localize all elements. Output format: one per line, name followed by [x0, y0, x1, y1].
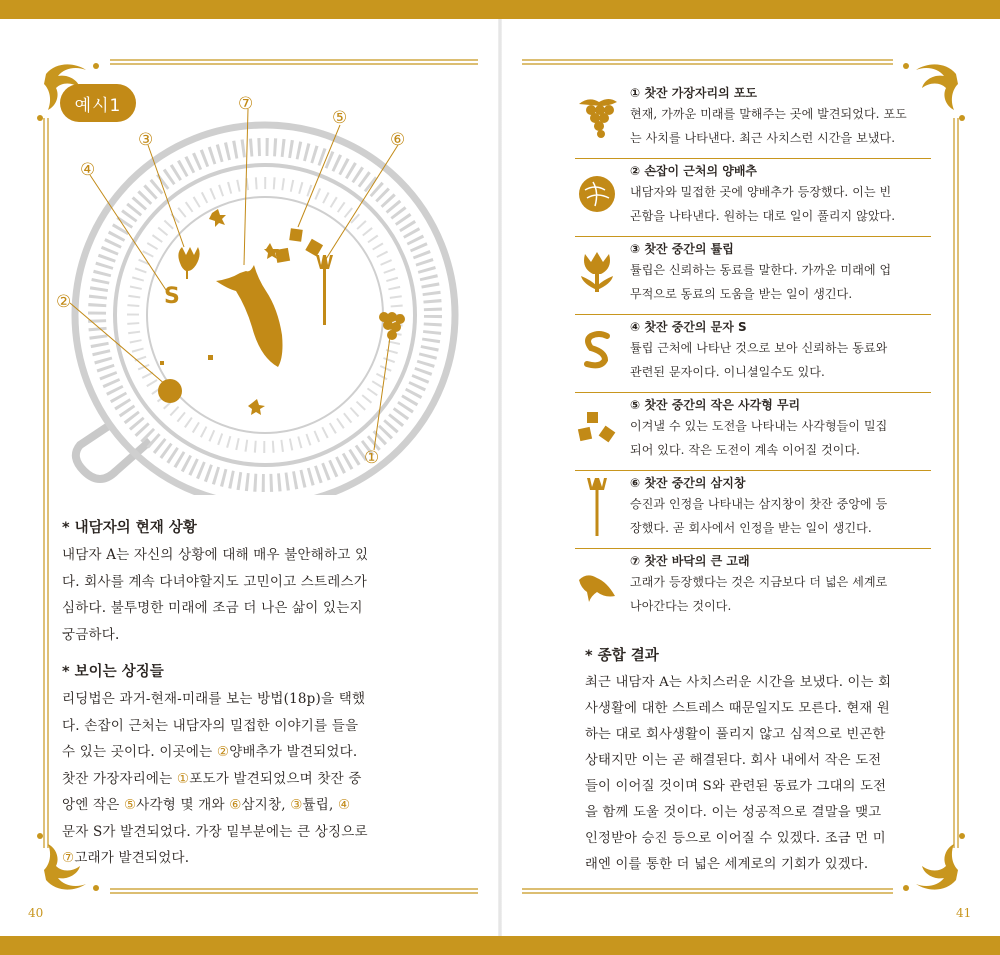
symbols-line [62, 739, 412, 766]
symbol-item-tulip [575, 238, 931, 315]
symbols-seen-body [62, 686, 412, 872]
tulip-icon [575, 250, 619, 294]
symbols-line [62, 766, 412, 793]
circled-number: ⑥ [229, 797, 242, 813]
cabbage-icon [575, 172, 619, 216]
symbol-title: ⑦ 찻잔 바닥의 큰 고래 [630, 554, 750, 568]
marker-2: ② [56, 292, 72, 312]
text-run: 삼지창, [241, 797, 291, 813]
page-number-right: 41 [956, 906, 972, 920]
symbol-desc [630, 336, 932, 384]
teacup-illustration [40, 95, 460, 495]
symbol-desc [630, 180, 932, 228]
symbols-line: 다. 손잡이 근처는 내담자의 밀접한 이야기를 들을 [62, 717, 359, 734]
situation-heading: * 내담자의 현재 상황 [62, 520, 197, 536]
marker-3: ③ [138, 130, 154, 150]
summary-line: 최근 내담자 A는 사치스러운 시간을 보냈다. 이는 회 [585, 675, 892, 690]
summary-line: 하는 대로 회사생활이 풀리지 않고 심적으로 빈곤한 [585, 727, 886, 742]
marker-7: ⑦ [238, 95, 254, 114]
desc-line: 고래가 등장했다는 것은 지금보다 더 넓은 세계로 [630, 575, 888, 589]
whale-icon [575, 562, 619, 606]
situation-line: 내담자 A는 자신의 상황에 대해 매우 불안해하고 있 [62, 547, 369, 563]
symbol-title: ③ 찻잔 중간의 튤립 [630, 242, 734, 256]
summary-line: 래엔 이를 통한 더 넓은 세계로의 기회가 있겠다. [585, 857, 869, 872]
desc-line: 현재, 가까운 미래를 말해주는 곳에 발견되었다. 포도 [630, 107, 907, 121]
desc-line: 무적으로 동료의 도움을 받는 일이 생긴다. [630, 287, 853, 301]
circled-number: ④ [338, 797, 351, 813]
desc-line: 곤함을 나타낸다. 원하는 대로 일이 풀리지 않았다. [630, 209, 896, 223]
text-run: 양배추가 발견되었다. [229, 744, 358, 760]
summary-section [585, 646, 933, 878]
symbol-title: ① 찻잔 가장자리의 포도 [630, 86, 758, 100]
symbol-title: ② 손잡이 근처의 양배추 [630, 164, 758, 178]
text-run: 사각형 몇 개와 [136, 797, 230, 813]
summary-line: 들이 이어질 것이며 S와 관련된 동료가 그대의 도전 [585, 779, 887, 794]
symbol-desc [630, 414, 932, 462]
page-number-left: 40 [28, 906, 44, 920]
desc-line: 이겨낼 수 있는 도전을 나타내는 사각형들이 밀집 [630, 419, 888, 433]
symbols-line [62, 792, 412, 819]
symbol-desc [630, 492, 932, 540]
symbols-line: 문자 S가 발견되었다. 가장 밑부분에는 큰 상징으로 [62, 823, 368, 840]
symbol-item-trident [575, 472, 931, 549]
circled-number: ⑦ [62, 850, 75, 866]
desc-line: 나아간다는 것이다. [630, 599, 732, 613]
grapes-icon [575, 94, 619, 138]
desc-line: 승진과 인정을 나타내는 삼지창이 찻잔 중앙에 등 [630, 497, 888, 511]
summary-line: 상태지만 이는 곧 해결된다. 회사 내에서 작은 도전 [585, 753, 882, 768]
marker-6: ⑥ [390, 130, 406, 150]
symbols-line [62, 845, 412, 872]
text-run: 고래가 발견되었다. [74, 850, 190, 866]
situation-body [62, 542, 412, 648]
symbol-item-squares [575, 394, 931, 471]
circled-number: ⑤ [123, 797, 137, 813]
desc-line: 는 사치를 나타낸다. 최근 사치스런 시간을 보냈다. [630, 131, 896, 145]
symbol-item-letter-s [575, 316, 931, 393]
summary-line: 사생활에 대한 스트레스 때문일지도 모른다. 현재 원 [585, 701, 890, 716]
desc-line: 튤립은 신뢰하는 동료를 말한다. 가까운 미래에 업 [630, 263, 892, 277]
example-label: 예시1 [74, 95, 122, 116]
squares-icon [575, 406, 619, 450]
marker-1: ① [364, 448, 380, 468]
summary-body [585, 670, 933, 878]
text-run: 수 있는 곳이다. 이곳에는 [62, 744, 217, 760]
desc-line: 장했다. 곧 회사에서 인정을 받는 일이 생긴다. [630, 521, 872, 535]
circled-number: ② [216, 744, 230, 760]
situation-line: 궁금하다. [62, 626, 120, 643]
summary-line: 인정받아 승진 등으로 이어질 수 있겠다. 조금 먼 미 [585, 831, 886, 846]
text-run: 튤립, [302, 797, 338, 813]
symbol-item-grapes [575, 82, 931, 159]
symbol-item-whale [575, 550, 931, 626]
desc-line: 관련된 문자이다. 이니셜일수도 있다. [630, 365, 825, 379]
trident-icon [575, 476, 619, 536]
desc-line: 내담자와 밀접한 곳에 양배추가 등장했다. 이는 빈 [630, 185, 892, 199]
situation-line: 심하다. 불투명한 미래에 조금 더 나은 삶이 있는지 [62, 600, 363, 616]
circled-number: ① [176, 770, 190, 787]
symbol-title: ⑤ 찻잔 중간의 작은 사각형 무리 [630, 398, 801, 412]
text-run: 찻잔 가장자리에는 [62, 770, 177, 787]
text-run: 포도가 발견되었으며 찻잔 중 [189, 770, 362, 787]
circled-number: ③ [290, 797, 303, 813]
marker-5: ⑤ [332, 108, 348, 128]
symbol-desc [630, 102, 932, 150]
desc-line: 튤립 근처에 나타난 것으로 보아 신뢰하는 동료와 [630, 341, 888, 355]
symbols-line: 리딩법은 과거-현재-미래를 보는 방법(18p)을 택했 [62, 691, 366, 707]
summary-heading: * 종합 결과 [585, 648, 659, 664]
situation-line: 다. 회사를 계속 다녀야할지도 고민이고 스트레스가 [62, 573, 368, 590]
letter-s-icon [575, 328, 619, 372]
summary-line: 을 함께 도울 것이다. 이는 성공적으로 결말을 맺고 [585, 805, 882, 820]
symbol-title: ⑥ 찻잔 중간의 삼지창 [630, 476, 746, 490]
marker-4: ④ [80, 160, 96, 180]
symbols-seen-heading: * 보이는 상징들 [62, 664, 164, 680]
desc-line: 되어 있다. 작은 도전이 계속 이어질 것이다. [630, 443, 861, 457]
symbol-title: ④ 찻잔 중간의 문자 S [630, 320, 747, 334]
cabbage-symbol [158, 379, 182, 403]
letter-s-symbol: S [164, 284, 180, 309]
symbols-seen-section [62, 662, 412, 872]
symbol-desc [630, 570, 932, 618]
situation-section [62, 518, 412, 648]
symbol-item-cabbage [575, 160, 931, 237]
symbol-desc [630, 258, 932, 306]
text-run: 앙엔 작은 [62, 797, 124, 813]
